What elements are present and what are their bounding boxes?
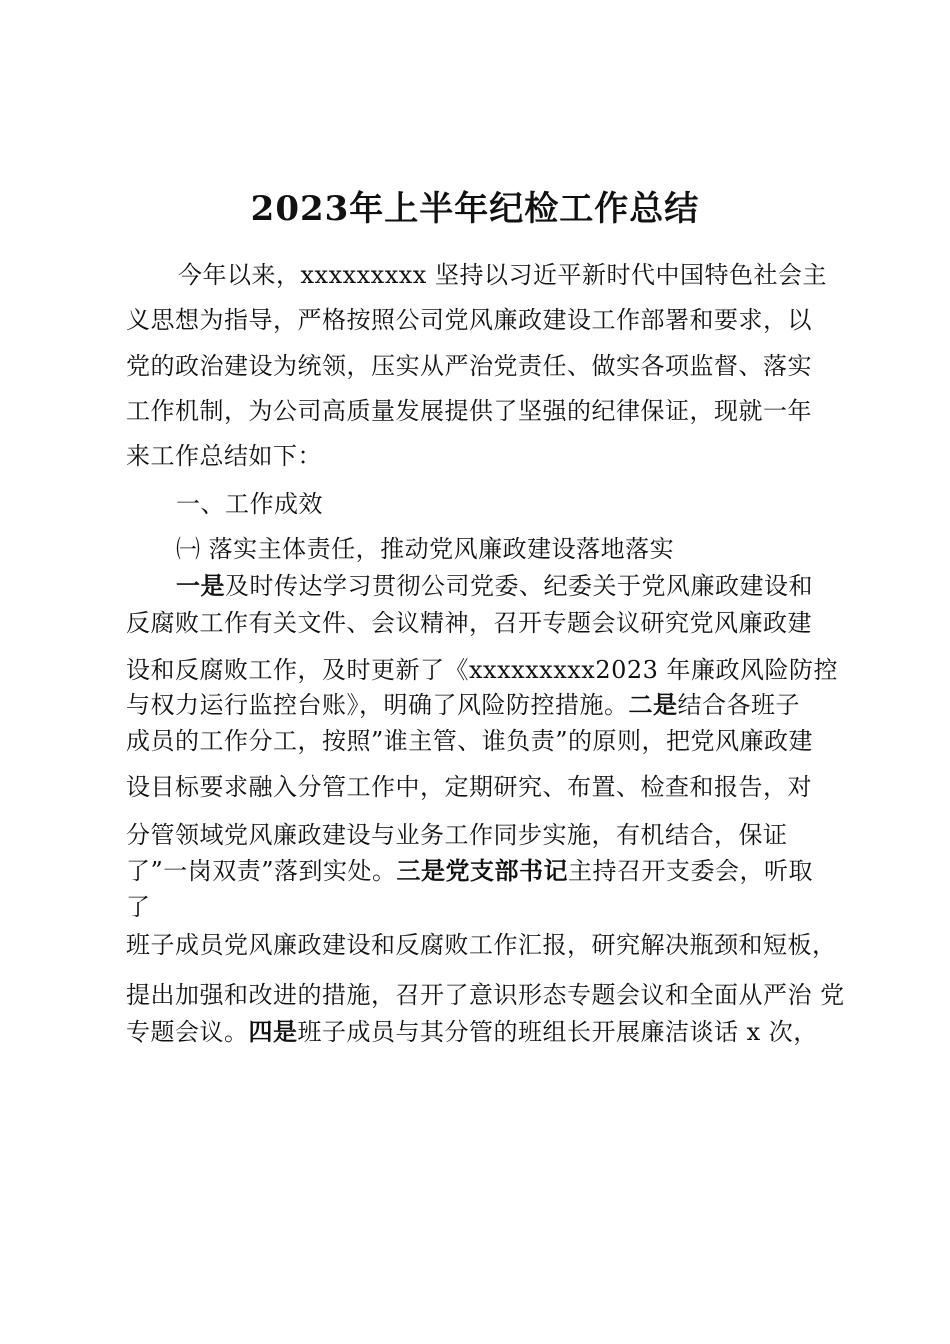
emphasis-first: 一是 bbox=[176, 572, 225, 600]
intro-line-4: 工作机制，为公司高质量发展提供了坚强的纪律保证，现就一年 bbox=[126, 397, 812, 425]
body-line-7: 分管领域党风廉政建设与业务工作同步实施，有机结合，保证 bbox=[126, 821, 788, 849]
body-line-6: 设目标要求融入分管工作中，定期研究、布置、检查和报告，对 bbox=[126, 773, 812, 801]
body-line-11: 提出加强和改进的措施，召开了意识形态专题会议和全面从严治 党 bbox=[126, 981, 845, 1009]
section-heading: 一、工作成效 bbox=[176, 490, 323, 518]
body-line-2: 反腐败工作有关文件、会议精神，召开专题会议研究党风廉政建 bbox=[126, 609, 812, 637]
body-line-9: 了 bbox=[126, 893, 151, 921]
subsection-heading: ㈠ 落实主体责任，推动党风廉政建设落地落实 bbox=[176, 535, 675, 563]
body-line-10: 班子成员党风廉政建设和反腐败工作汇报，研究解决瓶颈和短板， bbox=[126, 931, 837, 959]
emphasis-second: 二是 bbox=[628, 691, 678, 719]
body-line-3: 设和反腐败工作，及时更新了《xxxxxxxxx2023 年廉政风险防控 bbox=[126, 656, 839, 684]
emphasis-fourth: 四是 bbox=[248, 1018, 298, 1046]
intro-line-2: 义思想为指导，严格按照公司党风廉政建设工作部署和要求，以 bbox=[126, 306, 812, 334]
body-line-1: 一是及时传达学习贯彻公司党委、纪委关于党风廉政建设和 bbox=[176, 572, 813, 600]
emphasis-third: 三是党支部书记 bbox=[396, 857, 569, 885]
intro-line-3: 党的政治建设为统领，压实从严治党责任、做实各项监督、落实 bbox=[126, 352, 812, 380]
body-line-4: 与权力运行监控台账》，明确了风险防控措施。二是结合各班子 bbox=[126, 691, 800, 719]
intro-line-5: 来工作总结如下： bbox=[126, 442, 322, 470]
body-line-8: 了”一岗双责”落到实处。三是党支部书记主持召开支委会，听取 bbox=[126, 857, 814, 885]
body-line-5: 成员的工作分工，按照”谁主管、谁负责”的原则，把党风廉政建 bbox=[126, 727, 814, 755]
intro-line-1: 今年以来，xxxxxxxxx 坚持以习近平新时代中国特色社会主 bbox=[178, 261, 827, 289]
document-title: 2023年上半年纪检工作总结 bbox=[250, 189, 700, 229]
body-line-12: 专题会议。四是班子成员与其分管的班组长开展廉洁谈话 x 次， bbox=[126, 1018, 818, 1046]
